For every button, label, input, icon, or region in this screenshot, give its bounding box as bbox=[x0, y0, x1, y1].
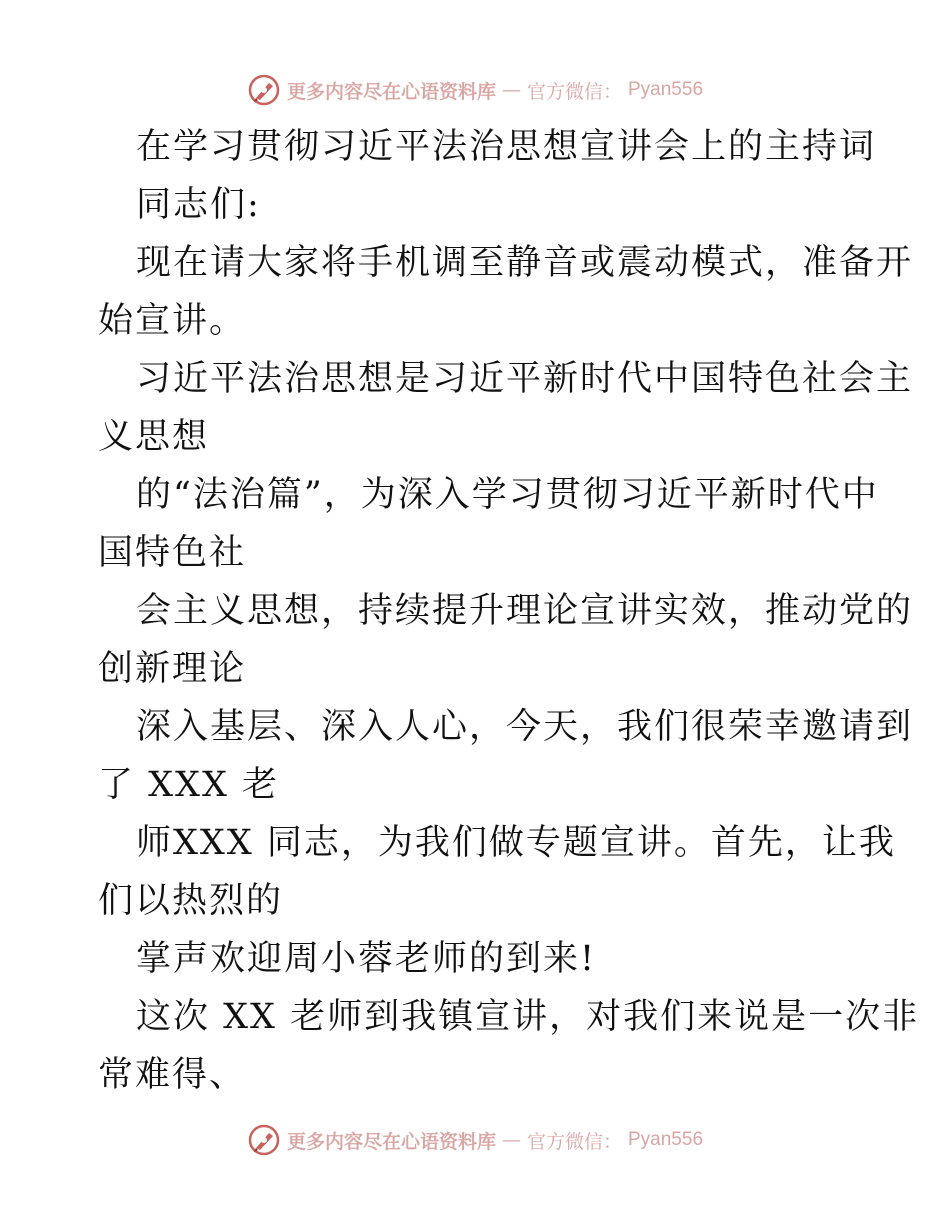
text-line: 掌声欢迎周小蓉老师的到来! bbox=[136, 939, 597, 979]
banner-text: 更多内容尽在心语资料库 bbox=[286, 80, 496, 103]
text-line: 习近平法治思想是习近平新时代中国特色社会主 bbox=[136, 359, 914, 399]
banner-dash: — bbox=[501, 79, 521, 101]
banner-text: 更多内容尽在心语资料库 bbox=[286, 1130, 496, 1153]
document-title: 在学习贯彻习近平法治思想宣讲会上的主持词 bbox=[136, 127, 877, 167]
banner-wechat-label: 官方微信： bbox=[526, 1130, 622, 1153]
banner-wechat-id: Pyan556 bbox=[628, 1129, 704, 1150]
pen-logo-icon bbox=[247, 73, 281, 107]
text-line: 创新理论 bbox=[98, 649, 247, 689]
banner-dash: — bbox=[501, 1129, 521, 1151]
banner-wechat-id: Pyan556 bbox=[628, 79, 704, 100]
text-line: 们以热烈的 bbox=[98, 881, 284, 921]
text-line: 师XXX 同志，为我们做专题宣讲。首先，让我 bbox=[136, 823, 896, 863]
document-body bbox=[98, 118, 920, 1104]
text-line: 义思想 bbox=[98, 417, 210, 457]
header-banner bbox=[0, 70, 950, 110]
text-line: 深入基层、深入人心，今天，我们很荣幸邀请到 bbox=[136, 707, 914, 747]
text-line: 同志们: bbox=[136, 185, 261, 225]
pen-logo-icon bbox=[247, 1123, 281, 1157]
text-line: 这次 XX 老师到我镇宣讲，对我们来说是一次非 bbox=[136, 997, 920, 1037]
text-line: 国特色社 bbox=[98, 533, 247, 573]
text-line: 现在请大家将手机调至静音或震动模式，准备开 bbox=[136, 243, 914, 283]
text-line: 始宣讲。 bbox=[98, 301, 247, 341]
banner-wechat-label: 官方微信： bbox=[526, 80, 622, 103]
text-line: 了 XXX 老 bbox=[98, 765, 280, 805]
text-line: 会主义思想，持续提升理论宣讲实效，推动党的 bbox=[136, 591, 914, 631]
footer-banner bbox=[0, 1120, 950, 1160]
text-line: 常难得、 bbox=[98, 1055, 247, 1095]
text-line: 的“法治篇”，为深入学习贯彻习近平新时代中 bbox=[136, 475, 879, 515]
